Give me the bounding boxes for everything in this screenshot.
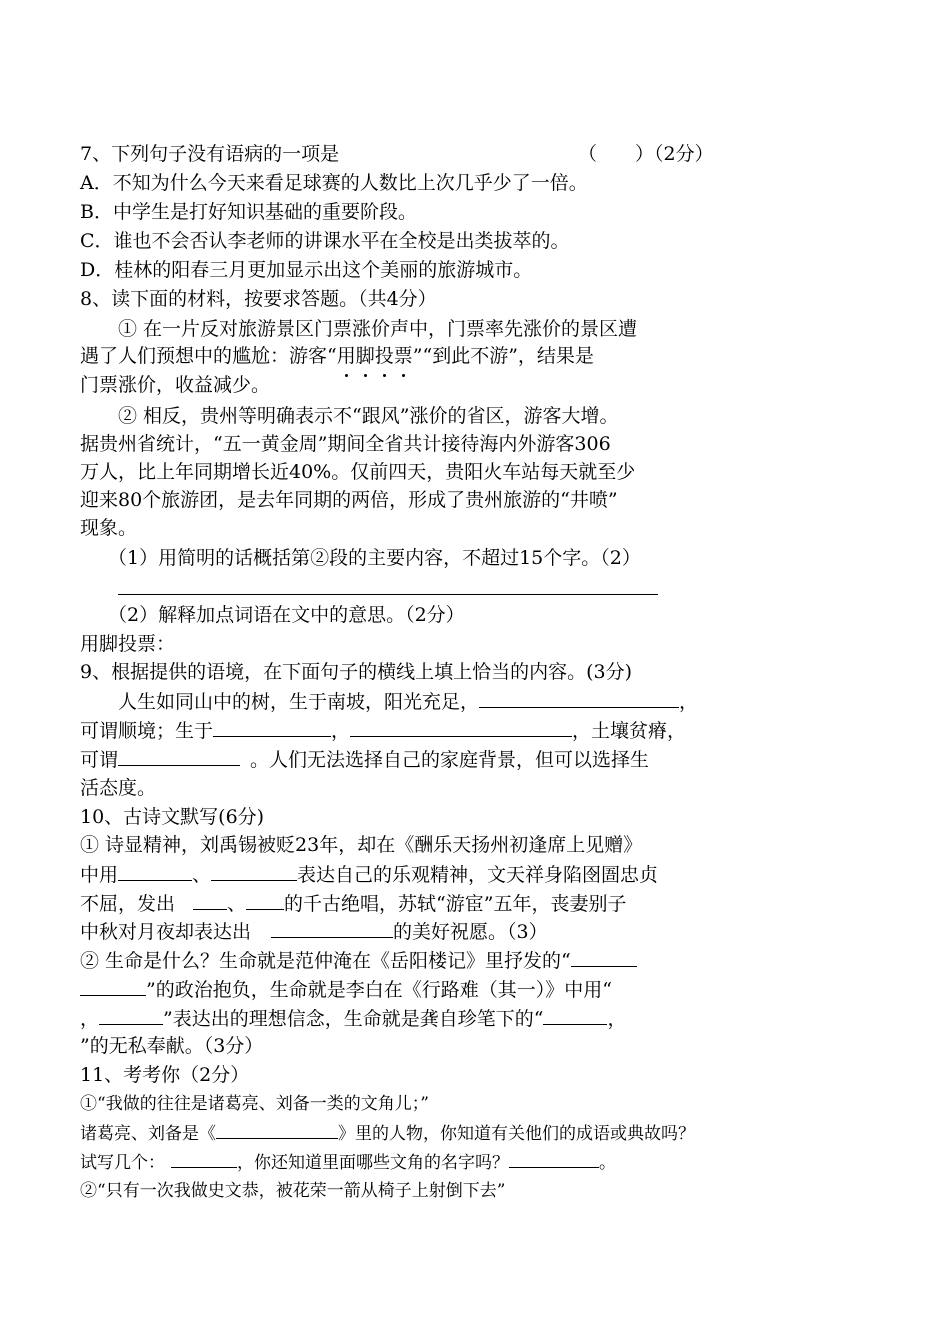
q10-a-line1: ① 诗显精神，刘禹锡被贬23年，却在《酬乐天扬州初逢席上见赠》	[80, 834, 643, 856]
q11-c-line2	[80, 1121, 695, 1146]
fill-blank[interactable]	[118, 861, 192, 881]
q11-c-line3-end: 。	[599, 1153, 616, 1173]
q9-line2-text: 可谓顺境；生于	[80, 720, 214, 742]
q10-a-line3	[80, 890, 626, 917]
fill-blank[interactable]	[543, 1005, 607, 1025]
q10-b-line4: ”的无私奉献。（3分）	[80, 1035, 264, 1057]
q10-a-line2-sep: 、	[192, 864, 212, 886]
q11-c-line3-mid: ，你还知道里面哪些文角的名字吗？	[237, 1153, 509, 1173]
q8-sub2: （2）解释加点词语在文中的意思。（2分）	[108, 604, 465, 626]
fill-blank[interactable]	[216, 1121, 338, 1139]
q8-para2-line4: 迎来80个旅游团，是去年同期的两倍，形成了贵州旅游的“井喷”	[80, 489, 618, 511]
fill-blank[interactable]	[479, 688, 679, 708]
q10-a-line3-pre: 不屈，发出	[80, 893, 176, 915]
q10-a-line4	[80, 918, 548, 945]
q9-line2-tail: ，土壤贫瘠，	[572, 720, 687, 742]
fill-blank[interactable]	[509, 1150, 599, 1168]
q9-line4: 活态度。	[80, 777, 157, 799]
q9-line2	[80, 717, 686, 744]
dotted-char: 脚	[355, 345, 375, 367]
q7-option-a: A．不知为什么今天来看足球赛的人数比上次几乎少了一倍。	[80, 172, 588, 194]
q10-a-line2	[80, 861, 658, 888]
q11-c-line3	[80, 1150, 616, 1175]
q10-stem: 10、古诗文默写(6分)	[80, 806, 265, 828]
q7-stem-line	[80, 141, 339, 167]
q9-line1	[118, 688, 698, 715]
q7-answer-box[interactable]	[578, 141, 714, 167]
q9-line3-text: 可谓	[80, 749, 119, 771]
q10-b-line1	[80, 947, 637, 974]
q9-line1-text: 人生如同山中的树，生于南坡，阳光充足，	[118, 691, 480, 713]
q7-option-b: B．中学生是打好知识基础的重要阶段。	[80, 201, 417, 223]
q10-a-line2-pre: 中用	[80, 864, 119, 886]
fill-blank[interactable]	[271, 918, 393, 938]
q7-stem: 7、下列句子没有语病的一项是	[80, 143, 340, 165]
q8-stem: 8、读下面的材料，按要求答题。（共4分）	[80, 288, 437, 310]
q11-c-line2-pre: 诸葛亮、刘备是《	[80, 1124, 216, 1144]
q9-line1-comma: ，	[679, 691, 699, 713]
dotted-char: 用	[336, 345, 356, 367]
q10-a-line3-post: 的千古绝唱，苏轼“游宦”五年，丧妻别子	[284, 893, 627, 915]
q10-a-line2-post: 表达自己的乐观精神，文天祥身陷囹圄忠贞	[297, 864, 659, 886]
q8-para1-line2-post: ”“到此不游”，结果是	[412, 345, 594, 367]
q9-line2-comma: ，	[331, 720, 351, 742]
fill-blank[interactable]	[118, 746, 240, 766]
q8-para2-line1: ② 相反，贵州等明确表示不“跟风”涨价的省区，游客大增。	[118, 405, 619, 427]
fill-blank[interactable]	[99, 1005, 163, 1025]
q9-line3	[80, 746, 649, 773]
dotted-char: 票	[393, 345, 413, 367]
q11-c-line2-post: 》里的人物，你知道有关他们的成语或典故吗？	[338, 1124, 695, 1144]
q10-b-line3-comma2: ，	[607, 1008, 627, 1030]
q10-a-line4-post: 的美好祝愿。（3）	[393, 921, 548, 943]
fill-blank[interactable]	[80, 976, 146, 996]
q7-score: （2分）	[654, 143, 714, 165]
q8-para2-line2: 据贵州省统计，“五一黄金周”期间全省共计接待海内外游客306	[80, 433, 611, 455]
q9-line3-tail: 。人们无法选择自己的家庭背景，但可以选择生	[250, 749, 650, 771]
q7-option-c: C．谁也不会否认李老师的讲课水平在全校是出类拔萃的。	[80, 230, 570, 252]
fill-blank[interactable]	[246, 890, 284, 910]
q7-paren: （ ）	[578, 143, 655, 165]
q8-sub1: （1）用简明的话概括第②段的主要内容，不超过15个字。（2）	[108, 547, 641, 569]
q10-b-line2	[80, 976, 612, 1003]
fill-blank[interactable]	[211, 861, 297, 881]
q8-para1-line3: 门票涨价，收益减少。	[80, 374, 271, 396]
q10-b-line3-text: ”表达出的理想信念，生命就是龚自珍笔下的“	[163, 1008, 544, 1030]
dotted-char: 投	[374, 345, 394, 367]
q11-stem: 11、考考你（2分）	[80, 1064, 250, 1086]
q10-b-line3-comma: ，	[80, 1008, 100, 1030]
q11-c-line3-pre: 试写几个：	[80, 1153, 165, 1173]
fill-blank[interactable]	[350, 717, 572, 737]
fill-blank[interactable]	[193, 890, 227, 910]
q8-para2-line5: 现象。	[80, 517, 138, 539]
q10-b-line1-text: ② 生命是什么？生命就是范仲淹在《岳阳楼记》里抒发的“	[80, 950, 571, 972]
fill-blank[interactable]	[171, 1150, 237, 1168]
fill-blank[interactable]	[213, 717, 331, 737]
q8-para2-line3: 万人，比上年同期增长近40%。仅前四天，贵阳火车站每天就至少	[80, 461, 636, 483]
q7-option-d: D．桂林的阳春三月更加显示出这个美丽的旅游城市。	[80, 259, 533, 281]
q8-sub1-answer-line[interactable]	[118, 594, 658, 595]
q10-a-line4-pre: 中秋对月夜却表达出	[80, 921, 252, 943]
q10-b-line3	[80, 1005, 626, 1032]
q10-a-line3-sep: 、	[227, 893, 247, 915]
q9-stem: 9、根据提供的语境，在下面句子的横线上填上恰当的内容。(3分)	[80, 661, 633, 683]
fill-blank[interactable]	[571, 947, 637, 967]
q11-c-line1: ①“我做的往往是诸葛亮、刘备一类的文角儿；”	[80, 1094, 429, 1114]
q8-para1-line1: ① 在一片反对旅游景区门票涨价声中，门票率先涨价的景区遭	[118, 318, 638, 340]
q10-b-line2-text: ”的政治抱负，生命就是李白在《行路难（其一）》中用“	[146, 979, 612, 1001]
q8-sub2-term: 用脚投票：	[80, 633, 176, 655]
q8-para1-line2-pre: 遇了人们预想中的尴尬：游客“	[80, 345, 337, 367]
q8-para1-line2	[80, 343, 594, 369]
q11-c-line4: ②“只有一次我做史文恭，被花荣一箭从椅子上射倒下去”	[80, 1181, 506, 1201]
